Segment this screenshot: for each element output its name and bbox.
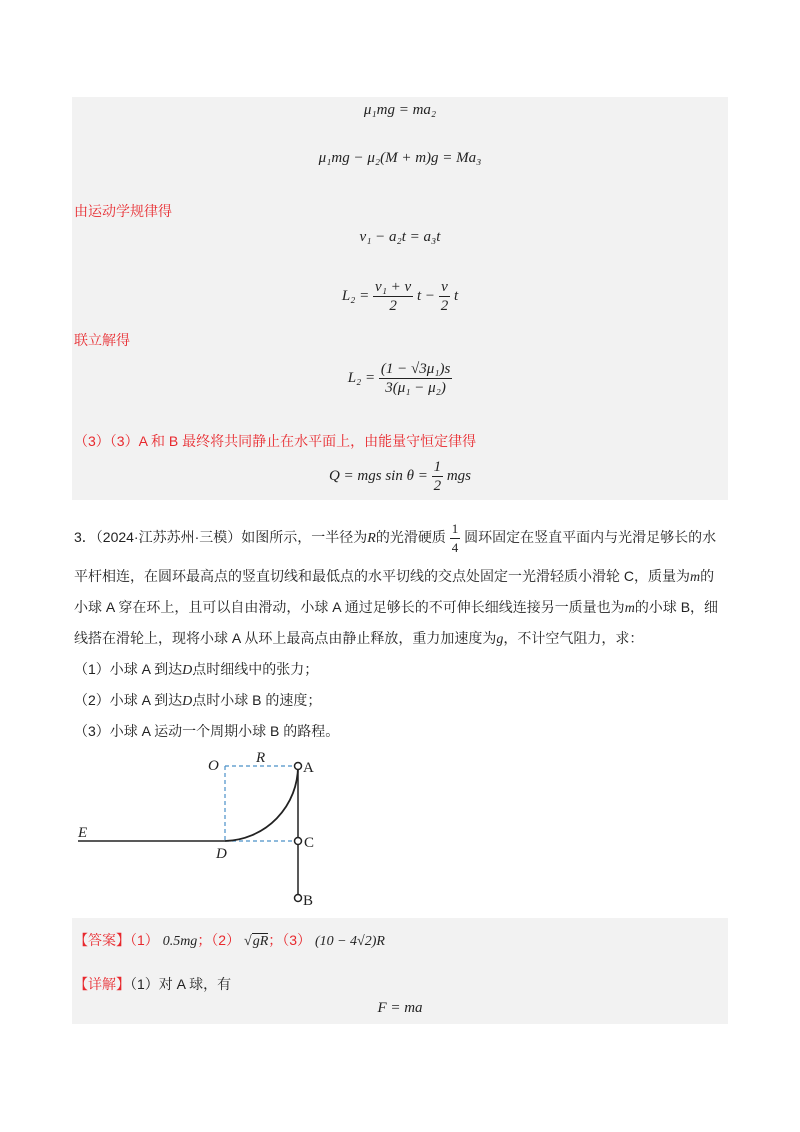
label-d: D xyxy=(216,846,227,862)
label-kinematics: 由运动学规律得 xyxy=(74,203,172,219)
answer-tag: 【答案】 xyxy=(74,932,130,948)
label-c: C xyxy=(304,835,315,851)
equation-final: F = ma xyxy=(377,1000,423,1016)
answer-3: (10 − 4√2)R xyxy=(314,934,385,949)
label-e: E xyxy=(78,825,88,841)
pulley-c xyxy=(295,838,302,845)
answer-line: 【答案】（1） 0.5mg；（2） √gR；（3） (10 − 4√2)R xyxy=(74,932,385,949)
ball-a xyxy=(295,763,302,770)
question-sub-2: （2）小球 A 到达D点时小球 B 的速度； xyxy=(74,692,322,709)
equation-2: μ₁mg − μ₂(M + m)g = Ma₃ xyxy=(318,150,482,166)
label-part3: （3）（3）A 和 B 最终将共同静止在水平面上，由能量守恒定律得 xyxy=(74,433,477,449)
answer-1: 0.5mg xyxy=(162,934,198,949)
label-r: R xyxy=(256,750,266,766)
equation-4: L₂ = $\frac{\text{v₁ + v}}{2}$ t − $\frac{v}{2}$ t xyxy=(341,279,459,314)
question-line-4: 线搭在滑轮上，现将小球 A 从环上最高点由静止释放，重力加速度为g，不计空气阻力，求： xyxy=(74,630,644,647)
physics-figure xyxy=(60,745,360,915)
label-b: B xyxy=(303,893,314,909)
label-a: A xyxy=(303,760,314,776)
ball-b xyxy=(295,895,302,902)
question-line-2: 平杆相连，在圆环最高点的竖直切线和最低点的水平切线的交点处固定一光滑轻质小滑轮 C，质量为m的 xyxy=(74,568,715,585)
equation-3: v₁ − a₂t = a₃t xyxy=(359,229,441,245)
question-sub-3: （3）小球 A 运动一个周期小球 B 的路程。 xyxy=(74,723,340,739)
detail-tag: 【详解】 xyxy=(74,976,130,992)
quarter-ring xyxy=(225,766,298,841)
equation-6: Q = mgs sin θ = $\frac{1}{2}$ mgs xyxy=(328,459,472,494)
question-line-3: 小球 A 穿在环上，且可以自由滑动，小球 A 通过足够长的不可伸长细线连接另一质量也为m的小球 B，细 xyxy=(74,599,719,616)
detail-line: 【详解】（1）对 A 球，有 xyxy=(74,976,232,992)
answer-2: gR xyxy=(252,934,269,949)
question-sub-1: （1）小球 A 到达D点时细线中的张力； xyxy=(74,661,319,678)
label-o: O xyxy=(208,758,219,774)
equation-1: μ₁mg = ma₂ xyxy=(363,102,437,118)
equation-5: L₂ = $\frac{\text{(1 − √3μ₁)s}}{\text{3(μ₁ − μ₂)}}$ xyxy=(347,361,451,396)
label-solve: 联立解得 xyxy=(74,332,130,348)
question-line-1: 3．（2024·江苏苏州·三模）如图所示，一半径为R的光滑硬质 $\frac{1}{4}$ 圆环固定在竖直平面内与光滑足够长的水 xyxy=(74,521,717,555)
